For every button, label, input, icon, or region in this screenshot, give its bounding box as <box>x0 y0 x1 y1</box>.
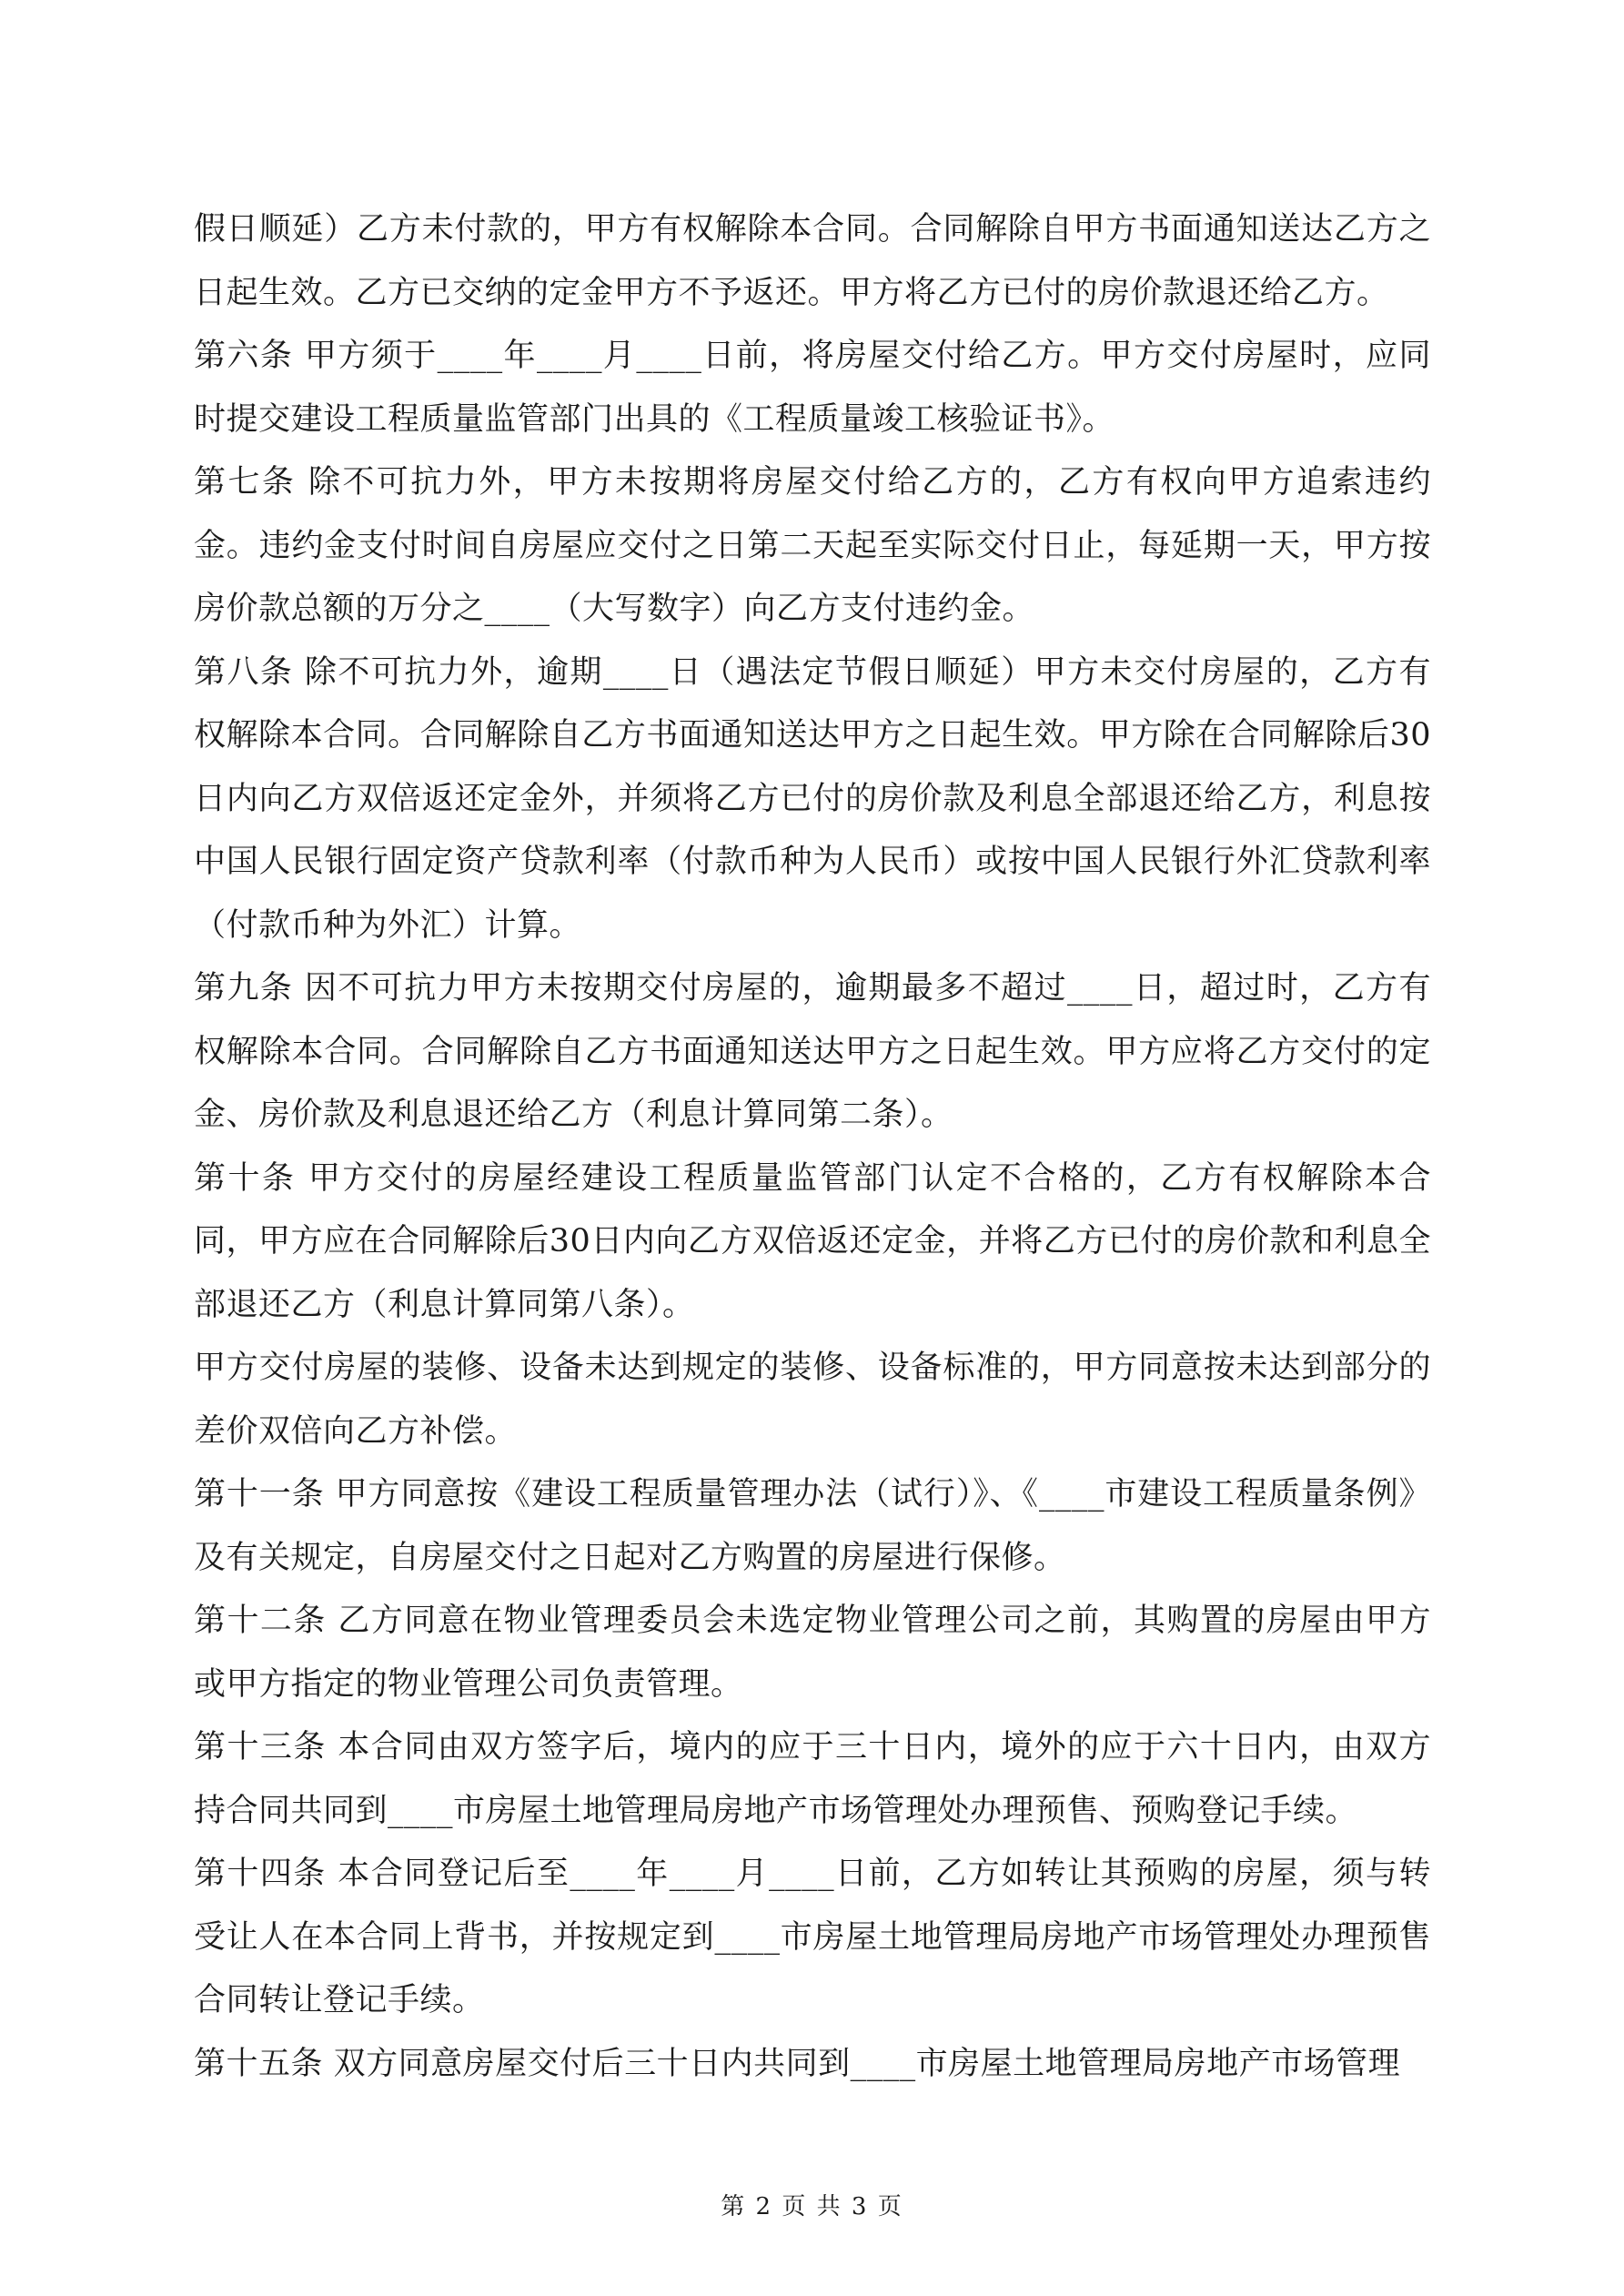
article-10: 第十条 甲方交付的房屋经建设工程质量监管部门认定不合格的，乙方有权解除本合同，甲方应在合同解除后30日内向乙方双倍返还定金，并将乙方已付的房价款和利息全部退还乙方（利息计算同第八条）。 <box>194 1159 1431 1323</box>
article-6: 第六条 甲方须于____年____月____日前，将房屋交付给乙方。甲方交付房屋时，应同时提交建设工程质量监管部门出具的《工程质量竣工核验证书》。 <box>194 338 1431 438</box>
paragraph-continuation: 假日顺延）乙方未付款的，甲方有权解除本合同。合同解除自甲方书面通知送达乙方之日起生效。乙方已交纳的定金甲方不予返还。甲方将乙方已付的房价款退还给乙方。 <box>194 211 1431 311</box>
article-10-supplement: 甲方交付房屋的装修、设备未达到规定的装修、设备标准的，甲方同意按未达到部分的差价双倍向乙方补偿。 <box>194 1350 1431 1450</box>
contract-body <box>194 198 1431 2096</box>
article-12: 第十二条 乙方同意在物业管理委员会未选定物业管理公司之前，其购置的房屋由甲方或甲方指定的物业管理公司负责管理。 <box>194 1603 1431 1703</box>
article-11: 第十一条 甲方同意按《建设工程质量管理办法（试行）》、《____市建设工程质量条例》及有关规定，自房屋交付之日起对乙方购置的房屋进行保修。 <box>194 1476 1431 1576</box>
page-number-footer: 第 2 页 共 3 页 <box>721 2193 903 2220</box>
article-15: 第十五条 双方同意房屋交付后三十日内共同到____市房屋土地管理局房地产市场管理 <box>194 2045 1401 2082</box>
article-7: 第七条 除不可抗力外，甲方未按期将房屋交付给乙方的，乙方有权向甲方追索违约金。违约金支付时间自房屋应交付之日第二天起至实际交付日止，每延期一天，甲方按房价款总额的万分之____（大写数字）向乙方支付违约金。 <box>194 464 1431 627</box>
article-13: 第十三条 本合同由双方签字后，境内的应于三十日内，境外的应于六十日内，由双方持合同共同到____市房屋土地管理局房地产市场管理处办理预售、预购登记手续。 <box>194 1729 1431 1829</box>
article-9: 第九条 因不可抗力甲方未按期交付房屋的，逾期最多不超过____日，超过时，乙方有权解除本合同。合同解除自乙方书面通知送达甲方之日起生效。甲方应将乙方交付的定金、房价款及利息退还给乙方（利息计算同第二条）。 <box>194 970 1431 1133</box>
article-14: 第十四条 本合同登记后至____年____月____日前，乙方如转让其预购的房屋，须与转受让人在本合同上背书，并按规定到____市房屋土地管理局房地产市场管理处办理预售合同转让登记手续。 <box>194 1856 1431 2018</box>
article-8: 第八条 除不可抗力外，逾期____日（遇法定节假日顺延）甲方未交付房屋的，乙方有权解除本合同。合同解除自乙方书面通知送达甲方之日起生效。甲方除在合同解除后30日内向乙方双倍返还定金外，并须将乙方已付的房价款及利息全部退还给乙方，利息按中国人民银行固定资产贷款利率（付款币种为人民币）或按中国人民银行外汇贷款利率（付款币种为外汇）计算。 <box>194 653 1431 944</box>
